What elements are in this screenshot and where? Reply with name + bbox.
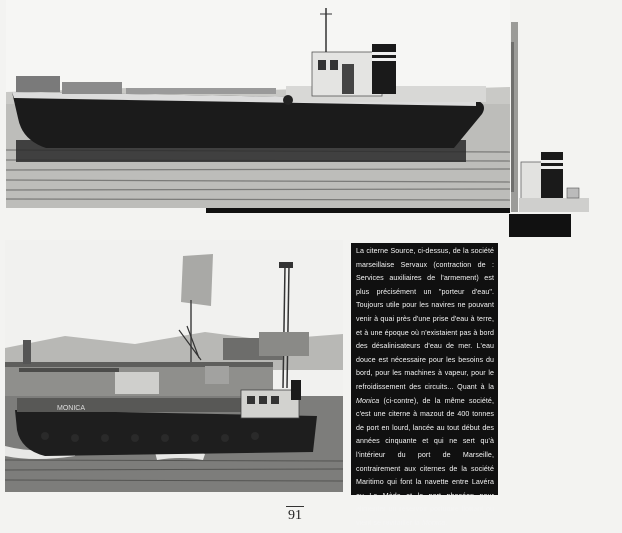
caption-text (351, 243, 498, 527)
page-number-rule (286, 506, 304, 507)
top-photo-tanker-source (6, 0, 510, 208)
photo-edge-strip (511, 22, 518, 212)
bottom-photo-tanker-monica (5, 240, 343, 492)
boat-name-label: MONICA (57, 405, 85, 412)
inset-boat-detail (519, 140, 589, 212)
caption-boat-name-2: Monica (421, 518, 446, 527)
black-block (509, 214, 571, 237)
caption-part-2: (ci-contre), de la même société, c'est une citerne à mazout de 400 tonnes de port en lourd, lancée au tout début des années cinquante et qui ne sert qu'à l'intérieur du port de Marseille, contrairement aux citernes de la société Maritimo qui font la navette entre Lavéra ou La Mède et le port phocéen pour alimenter un réservoir portuaire flottant où vient se ravitailler la (356, 396, 494, 527)
page-number: 91 (288, 508, 302, 523)
caption-part-1: La citerne Source, ci-dessus, de la société marseillaise Servaux (contraction de : Services auxiliaires de l'armement) est plus précisément un "porteur d'eau". Toujours utile pour les navires ne pouvant venir à quai près d'une prise d'eau à terre, et à une époque où n'existaient pas à bord des désalinisateurs d'eau de mer. L'eau douce est nécessaire pour les besoins du bord, pour les machines à vapeur, pour le refroidissement des circuits... Quant à la (356, 247, 494, 391)
caption-boat-name-1: Monica (356, 396, 380, 405)
black-rule (206, 208, 510, 213)
caption-part-3: . (445, 518, 448, 527)
